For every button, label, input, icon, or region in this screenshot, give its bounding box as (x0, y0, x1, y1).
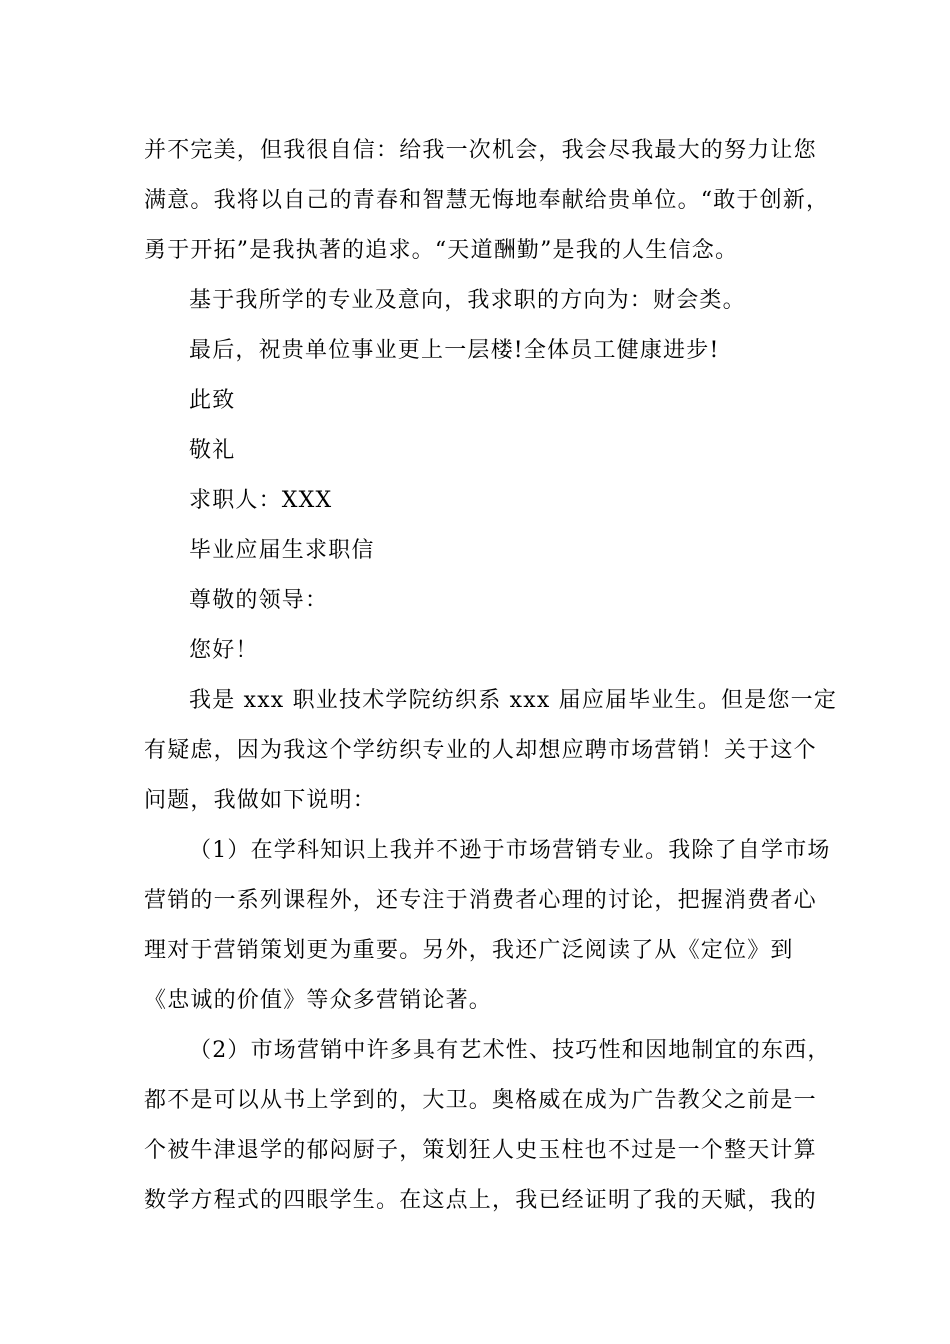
paragraph-line: 最后，祝贵单位事业更上一层楼!全体员工健康进步! (189, 338, 720, 363)
paragraph-line: 并不完美，但我很自信：给我一次机会，我会尽我最大的努力让您 (144, 138, 817, 163)
paragraph-line: 都不是可以从书上学到的，大卫。奥格威在成为广告教父之前是一 (144, 1088, 817, 1113)
section-title: 毕业应届生求职信 (189, 538, 375, 563)
paragraph-line: 理对于营销策划更为重要。另外，我还广泛阅读了从《定位》到 (144, 938, 794, 963)
greeting-line: 尊敬的领导： (189, 588, 329, 613)
salutation-line: 敬礼 (189, 438, 236, 463)
paragraph-line: 勇于开拓”是我执著的追求。“天道酬勤”是我的人生信念。 (144, 238, 739, 263)
paragraph-line: 数学方程式的四眼学生。在这点上，我已经证明了我的天赋，我的 (144, 1188, 817, 1213)
greeting-line: 您好！ (189, 638, 259, 663)
paragraph-line: 基于我所学的专业及意向，我求职的方向为：财会类。 (189, 288, 746, 313)
paragraph-line: （1）在学科知识上我并不逊于市场营销专业。我除了自学市场 (189, 838, 831, 863)
paragraph-line: 有疑虑，因为我这个学纺织专业的人却想应聘市场营销！关于这个 (144, 738, 817, 763)
paragraph-line: 营销的一系列课程外，还专注于消费者心理的讨论，把握消费者心 (144, 888, 817, 913)
paragraph-line: 我是 xxx 职业技术学院纺织系 xxx 届应届毕业生。但是您一定 (189, 688, 838, 713)
paragraph-line: 《忠诚的价值》等众多营销论著。 (144, 988, 493, 1013)
paragraph-line: 个被牛津退学的郁闷厨子，策划狂人史玉柱也不过是一个整天计算 (144, 1138, 817, 1163)
closing-line: 此致 (189, 388, 236, 413)
signature-line: 求职人：XXX (189, 488, 333, 513)
paragraph-line: 满意。我将以自己的青春和智慧无悔地奉献给贵单位。“敢于创新， (144, 188, 830, 213)
paragraph-line: （2）市场营销中许多具有艺术性、技巧性和因地制宜的东西， (189, 1038, 831, 1063)
paragraph-line: 问题，我做如下说明： (144, 788, 377, 813)
